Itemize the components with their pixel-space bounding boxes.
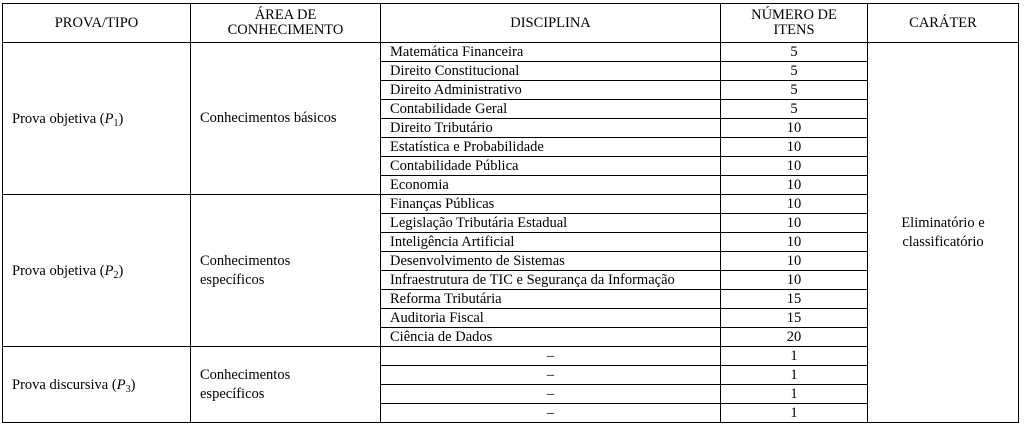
disciplina-cell: Contabilidade Pública	[381, 157, 721, 176]
disciplina-cell: Reforma Tributária	[381, 290, 721, 309]
disciplina-cell: Matemática Financeira	[381, 43, 721, 62]
area-p2: Conhecimentos específicos	[191, 195, 381, 347]
disciplina-cell: Infraestrutura de TIC e Segurança da Informação	[381, 271, 721, 290]
prova-tipo-p2: Prova objetiva $(P_2)$	[3, 195, 191, 347]
itens-cell: 5	[721, 62, 868, 81]
itens-cell: 1	[721, 404, 868, 423]
disciplina-cell: Direito Constitucional	[381, 62, 721, 81]
area-p3: Conhecimentos específicos	[191, 347, 381, 423]
itens-cell: 5	[721, 81, 868, 100]
disciplina-cell: Direito Tributário	[381, 119, 721, 138]
disciplina-cell: –	[381, 385, 721, 404]
itens-cell: 10	[721, 214, 868, 233]
itens-cell: 10	[721, 252, 868, 271]
header-disciplina: DISCIPLINA	[381, 4, 721, 43]
table-row	[3, 195, 1019, 214]
disciplina-cell: –	[381, 366, 721, 385]
disciplina-cell: –	[381, 347, 721, 366]
prova-tipo-p1: Prova objetiva $(P_1)$	[3, 43, 191, 195]
header-area-conhecimento: ÁREA DE CONHECIMENTO	[191, 4, 381, 43]
exam-structure-table	[2, 3, 1019, 423]
itens-cell: 10	[721, 271, 868, 290]
disciplina-cell: Auditoria Fiscal	[381, 309, 721, 328]
header-prova-tipo: PROVA/TIPO	[3, 4, 191, 43]
itens-cell: 10	[721, 157, 868, 176]
itens-cell: 1	[721, 366, 868, 385]
disciplina-cell: Legislação Tributária Estadual	[381, 214, 721, 233]
disciplina-cell: Inteligência Artificial	[381, 233, 721, 252]
area-p1: Conhecimentos básicos	[191, 43, 381, 195]
disciplina-cell: Contabilidade Geral	[381, 100, 721, 119]
disciplina-cell: Direito Administrativo	[381, 81, 721, 100]
itens-cell: 1	[721, 347, 868, 366]
disciplina-cell: –	[381, 404, 721, 423]
itens-cell: 10	[721, 176, 868, 195]
itens-cell: 15	[721, 309, 868, 328]
table-row	[3, 43, 1019, 62]
disciplina-cell: Estatística e Probabilidade	[381, 138, 721, 157]
itens-cell: 10	[721, 138, 868, 157]
header-carater: CARÁTER	[868, 4, 1019, 43]
itens-cell: 10	[721, 119, 868, 138]
disciplina-cell: Economia	[381, 176, 721, 195]
disciplina-cell: Finanças Públicas	[381, 195, 721, 214]
carater-cell: Eliminatório e classificatório	[868, 43, 1019, 423]
itens-cell: 20	[721, 328, 868, 347]
itens-cell: 1	[721, 385, 868, 404]
itens-cell: 10	[721, 195, 868, 214]
header-numero-itens: NÚMERO DE ITENS	[721, 4, 868, 43]
table-row	[3, 347, 1019, 366]
prova-tipo-p3: Prova discursiva $(P_3)$	[3, 347, 191, 423]
itens-cell: 5	[721, 100, 868, 119]
itens-cell: 10	[721, 233, 868, 252]
itens-cell: 5	[721, 43, 868, 62]
disciplina-cell: Ciência de Dados	[381, 328, 721, 347]
table-header-row	[3, 4, 1019, 43]
disciplina-cell: Desenvolvimento de Sistemas	[381, 252, 721, 271]
itens-cell: 15	[721, 290, 868, 309]
